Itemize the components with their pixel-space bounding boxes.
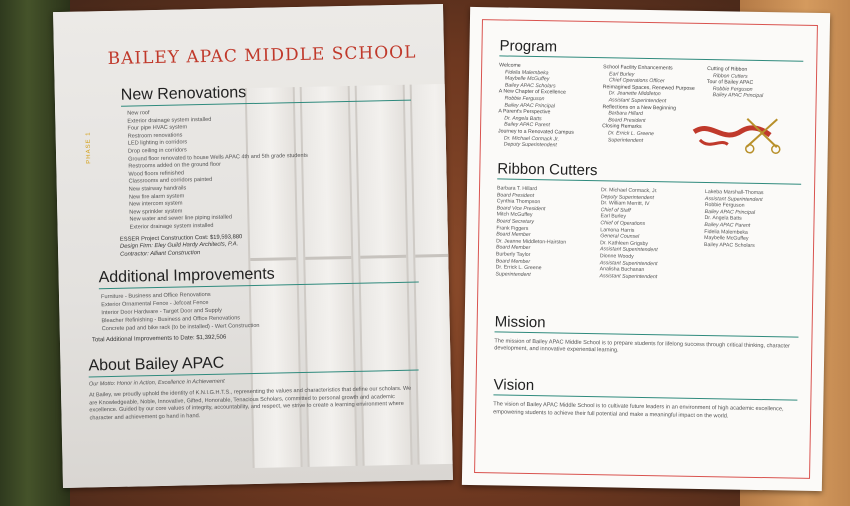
ribbon-cutter-name: Cynthia Thompson <box>496 198 541 206</box>
ribbon-cutter-name: Frank Figgers <box>496 224 529 232</box>
ribbon-cutter-name: Dr. William Merritt, IV <box>600 200 650 208</box>
program-item-speaker: Dr. Angela Batts <box>504 115 542 122</box>
program-heading: Program <box>499 37 803 61</box>
ribbon-cutter-role: Board Member <box>496 231 531 239</box>
ribbon-column <box>495 185 593 315</box>
ribbon-cutter-name: Dr. Kathleen Grigsby <box>600 239 649 247</box>
program-item-speaker: Board President <box>608 117 646 124</box>
ribbon-cutter-name: Analisha Buchanan <box>599 266 645 274</box>
renovation-item: Drop ceiling in corridors <box>127 147 187 155</box>
ribbon-cutter-role: Chief of Operations <box>600 220 646 227</box>
program-item-title: A Parent's Perspective <box>498 108 551 116</box>
ribbon-cutter-name: Maybelle McGuffey <box>704 235 749 242</box>
ribbon-cutter-name: Lakeba Marshall-Thomas <box>704 189 764 197</box>
program-item-title: Welcome <box>499 62 521 69</box>
renovation-item: Exterior drainage system installed <box>127 116 212 125</box>
program-item-speaker: Bailey APAC Scholars <box>504 82 556 90</box>
program-column <box>602 64 700 164</box>
construction-cost: ESSER Project Construction Cost: $19,593,880 <box>119 233 243 243</box>
program-column <box>705 66 803 166</box>
motto: Our Motto: Honor in Action, Excellence in Achievement <box>88 378 225 388</box>
program-item-speaker: Superintendent <box>607 136 644 144</box>
ribbon-cutter-role: Deputy Superintendent <box>600 193 655 201</box>
renovation-item: New water and sewer line piping installed <box>129 214 233 223</box>
program-item-title: School Facility Enhancements <box>603 64 673 72</box>
renovation-item: Wood floors refinished <box>128 170 185 178</box>
improvement-item: Interior Door Hardware - Target Door and Supply <box>101 307 222 317</box>
ribbon-cutter-role: Bailey APAC Principal <box>704 208 756 216</box>
school-title: BAILEY APAC MIDDLE SCHOOL <box>107 42 417 70</box>
ribbon-cutter-name: Fidelia Malembeka <box>704 228 748 236</box>
program-item-speaker: Robbie Ferguson <box>504 95 545 103</box>
ribbon-cutter-name: Dr. Errick L. Greene <box>495 264 542 272</box>
renovation-item: LED lighting in corridors <box>127 139 188 147</box>
ribbon-cutter-role: Board Member <box>495 257 531 265</box>
renovation-item: Restrooms added on the ground floor <box>128 161 222 170</box>
program-item-speaker: Deputy Superintendent <box>503 141 557 149</box>
program-item-speaker: Dr. Jeanette Middleton <box>608 90 661 98</box>
ribbon-cutter-name: Dr. Jeanne Middleton-Hairston <box>496 238 567 246</box>
additional-total: Total Additional Improvements to Date: $1,392,506 <box>91 334 227 344</box>
program-item-speaker: Robbie Ferguson <box>712 85 753 93</box>
ribbon-cutter-role: General Counsel <box>600 233 640 241</box>
ribbon-cutters-heading: Ribbon Cutters <box>497 160 801 184</box>
about-body: At Bailey, we proudly uphold the identity of K.N.I.G.H.T.S., representing the values and characteristics that define our scholars. We are Knowledgeable, Noble, Innovative, Gifted, Honorable, Tenacious Scholars, committed to personal growth and academic excellence. Guided by our core values of integrity, accountability, and respect, we strive to create a learning environment where character and achievement go hand in hand. <box>89 386 412 422</box>
renovations-list <box>127 104 425 232</box>
program-item-speaker: Dr. Michael Cormack Jr. <box>503 135 560 142</box>
ribbon-cutter-role: Chief of Staff <box>600 206 631 214</box>
ribbon-cutter-name: Robbie Ferguson <box>704 202 745 209</box>
ribbon-cutter-name: Bailey APAC Scholars <box>704 241 755 249</box>
ribbon-cutter-role: Assistant Superintendent <box>704 195 763 203</box>
ribbon-cutter-role: Board President <box>496 191 535 199</box>
ribbon-cutter-role: Assistant Superintendent <box>599 246 658 254</box>
contractor: Contractor: Alliant Construction <box>120 249 201 258</box>
ribbon-cutter-role: Board Member <box>495 244 531 252</box>
program-grid <box>498 62 804 165</box>
brochure-right-page <box>462 7 830 491</box>
renovation-item: Exterior drainage system installed <box>129 222 214 231</box>
renovation-item: Ground floor renovated to house Wells APAC 4th and 5th grade students <box>128 152 309 163</box>
program-item-speaker: Assistant Superintendent <box>608 97 667 105</box>
ribbon-cutter-name: Barbara T. Hillard <box>496 185 538 193</box>
vision-heading: Vision <box>493 377 797 401</box>
ribbon-cutter-role: Board Vice President <box>496 205 546 213</box>
program-item-speaker: Bailey APAC Principal <box>504 102 555 109</box>
vision-text: The vision of Bailey APAC Middle School is to cultivate future leaders in an environment of high academic excellence, empowering students to achieve their full potential and make a meaningful impact on the world. <box>493 401 784 420</box>
improvement-item: Concrete pad and bike rack (to be installed) - Wert Construction <box>101 322 260 333</box>
program-item-speaker: Chief Operations Officer <box>608 77 665 85</box>
ribbon-cutter-name: Dr. Michael Cormack, Jr. <box>600 187 658 195</box>
mission-heading: Mission <box>495 313 799 337</box>
additional-list <box>101 286 428 333</box>
ribbon-cutter-role: Superintendent <box>495 271 531 278</box>
ribbon-column <box>599 187 697 317</box>
about-heading: About Bailey APAC <box>88 351 418 378</box>
improvement-item: Bleacher Refinishing - Business and Office Renovations <box>101 315 241 325</box>
project-info <box>120 230 426 259</box>
ribbon-cutter-role: Bailey APAC Parent <box>704 221 751 229</box>
program-item-title: Reimagined Spaces, Renewed Purpose <box>602 84 695 92</box>
program-item-speaker: Bailey APAC Parent <box>504 121 551 129</box>
ribbon-cutter-name: Lamona Harris <box>600 226 635 234</box>
improvement-item: Exterior Ornamental Fence - Jefcoat Fence <box>101 299 209 309</box>
design-firm: Design Firm: Eley Guild Hardy Architects, P.A. <box>119 241 239 250</box>
renovation-item: New stairway handrails <box>128 185 187 193</box>
program-item-title: A New Chapter of Excellence <box>498 88 566 96</box>
about-text-block <box>89 375 420 423</box>
additional-heading: Additional Improvements <box>98 263 418 290</box>
ribbon-cutter-role: Assistant Superintendent <box>599 272 658 280</box>
ribbon-cutter-role: Board Secretary <box>496 218 534 226</box>
ribbon-scissors-icon <box>692 110 793 158</box>
program-column <box>498 62 596 162</box>
improvement-item: Furniture - Business and Office Renovations <box>100 291 211 301</box>
brochure-left-page <box>53 4 453 488</box>
program-item-title: Journey to a Renovated Campus <box>497 128 574 136</box>
ribbon-cutter-role: Assistant Superintendent <box>599 259 658 267</box>
program-item-title: Closing Remarks <box>602 123 642 131</box>
ribbon-cutter-name: Dionne Woody <box>599 253 634 260</box>
phase-side-label: PHASE 1 <box>85 131 93 164</box>
ribbon-cutter-name: Burberly Taylor <box>495 251 531 258</box>
ribbon-column <box>703 189 801 319</box>
program-item-speaker: Fidelia Malembeka <box>505 69 549 76</box>
renovation-item: New intercom system <box>129 200 183 208</box>
renovation-item: Four pipe HVAC system <box>127 124 188 132</box>
renovation-item: New fire alarm system <box>128 192 185 201</box>
program-item-speaker: Dr. Errick L. Greene <box>607 130 654 138</box>
program-item-speaker: Ribbon Cutters <box>712 72 748 80</box>
program-item-title: Tour of Bailey APAC <box>706 79 754 87</box>
program-item-speaker: Maybelle McGuffey <box>504 75 550 83</box>
program-item-speaker: Earl Burley <box>608 70 635 78</box>
program-item-title: Reflections on a New Beginning <box>602 103 677 112</box>
ribbon-cutter-name: Dr. Angela Batts <box>704 215 742 223</box>
program-item-speaker: Bailey APAC Principal <box>712 92 764 100</box>
renovation-item: New sprinkler system <box>129 208 183 216</box>
program-item-speaker: Barbara Hillard <box>608 110 644 118</box>
renovation-item: Classrooms and corridors painted <box>128 177 213 185</box>
ribbon-cutter-name: Earl Burley <box>600 213 626 221</box>
mission-text: The mission of Bailey APAC Middle School is to prepare students for lifelong success through critical thinking, character development, and innovative experiential learning. <box>494 338 790 354</box>
renovation-item: Restroom renovations <box>127 132 183 140</box>
ribbon-cutter-name: Mitch McGuffey <box>496 211 533 219</box>
ribbon-cutters-grid <box>495 185 801 318</box>
renovations-heading: New Renovations <box>121 81 411 107</box>
renovation-item: New roof <box>127 110 150 117</box>
program-item-title: Cutting of Ribbon <box>707 66 748 73</box>
